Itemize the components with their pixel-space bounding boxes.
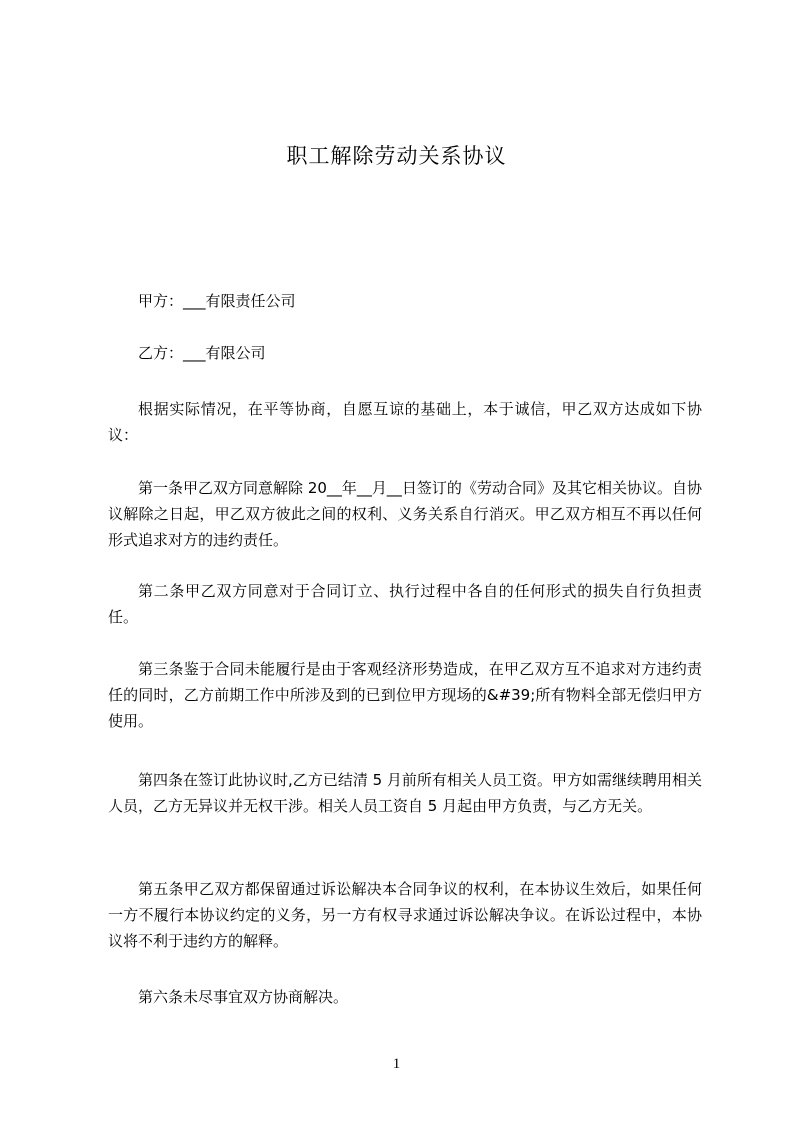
article-6: 第六条未尽事宜双方协商解决。 bbox=[138, 988, 349, 1006]
party-b-line: 乙方：___有限公司 bbox=[138, 344, 266, 362]
page-number: 1 bbox=[392, 1056, 401, 1072]
document-title: 职工解除劳动关系协议 bbox=[286, 144, 507, 168]
article-5: 第五条甲乙双方都保留通过诉讼解决本合同争议的权利，在本协议生效后，如果任何一方不履行本协议约定的义务，另一方有权寻求通过诉讼解决争议。在诉讼过程中，本协议将不利于违约方的解释。 bbox=[108, 880, 702, 950]
party-a-line: 甲方：___有限责任公司 bbox=[138, 292, 296, 310]
article-4: 第四条在签订此协议时,乙方已结清 5 月前所有相关人员工资。甲方如需继续聘用相关人员，乙方无异议并无权干涉。相关人员工资自 5 月起由甲方负责，与乙方无关。 bbox=[108, 771, 702, 815]
article-2: 第二条甲乙双方同意对于合同订立、执行过程中各自的任何形式的损失自行负担责任。 bbox=[108, 582, 702, 626]
article-1: 第一条甲乙双方同意解除 20__年__月__日签订的《劳动合同》及其它相关协议。自协议解除之日起，甲乙双方彼此之间的权利、义务关系自行消灭。甲乙双方相互不再以任何形式追求对方的违约责任。 bbox=[108, 479, 702, 549]
article-3: 第三条鉴于合同未能履行是由于客观经济形势造成，在甲乙双方互不追求对方违约责任的同时，乙方前期工作中所涉及到的已到位甲方现场的&#39;所有物料全部无偿归甲方使用。 bbox=[108, 660, 702, 730]
intro-paragraph: 根据实际情况，在平等协商，自愿互谅的基础上，本于诚信，甲乙双方达成如下协议： bbox=[108, 400, 702, 444]
